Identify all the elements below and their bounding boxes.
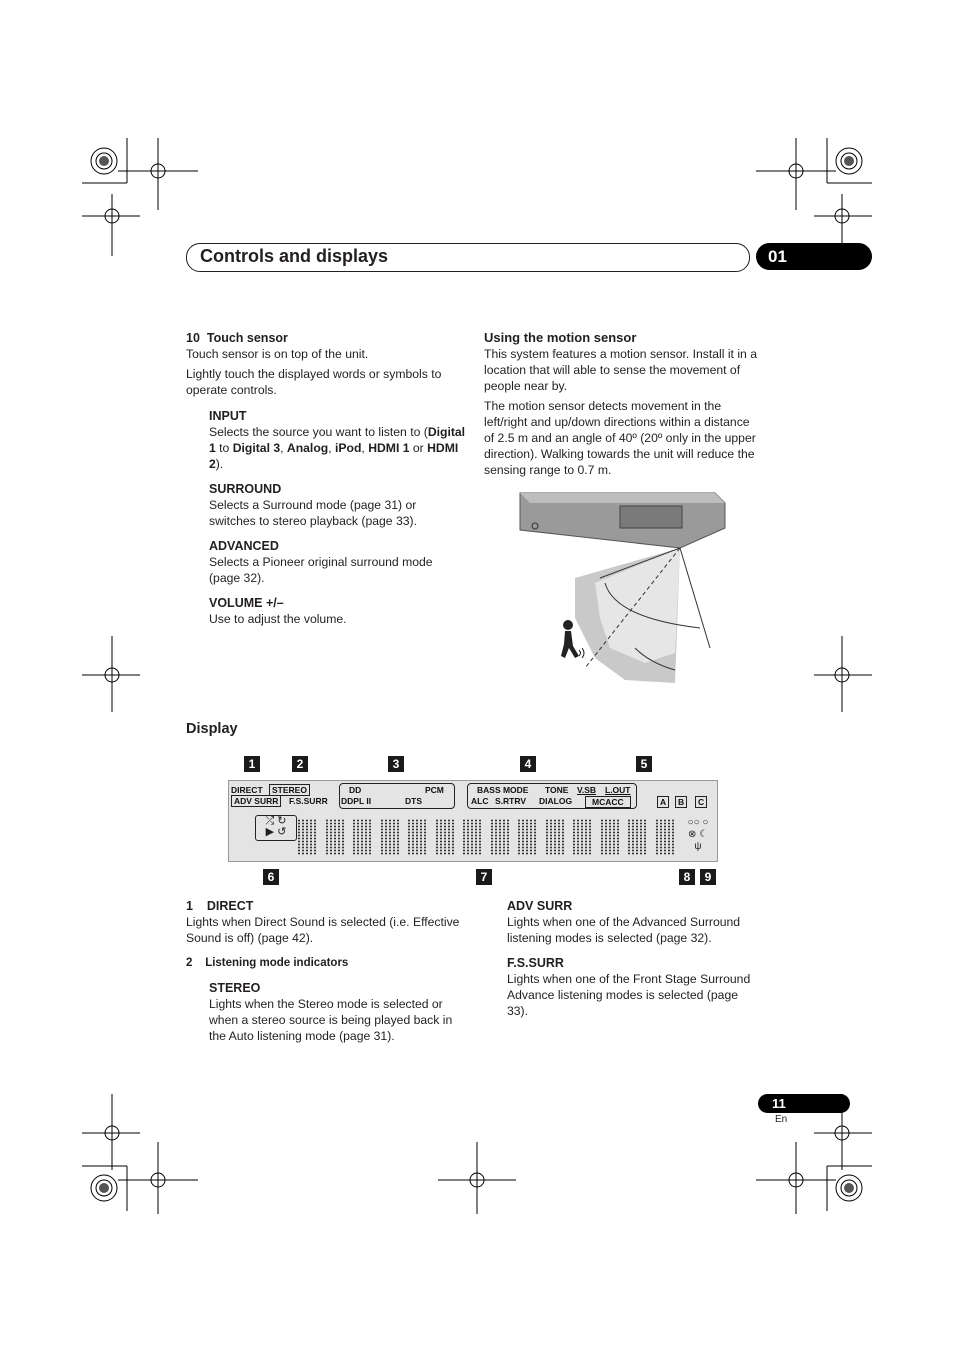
desc-1-title: DIRECT <box>206 899 254 913</box>
callout-8: 8 <box>679 869 695 885</box>
character-cell <box>517 819 537 855</box>
vsb-indicator: V.SB <box>577 785 597 795</box>
speaker-a-indicator: A <box>657 796 669 808</box>
item-10-text-2: Lightly touch the displayed words or symbols to operate controls. <box>186 367 442 397</box>
character-cell <box>600 819 620 855</box>
surround-text: Selects a Surround mode (page 31) or switches to stereo playback (page 33). <box>209 498 417 528</box>
chapter-badge: 01 <box>756 243 872 270</box>
pcm-indicator: PCM <box>425 785 444 795</box>
dd-indicator: DD <box>349 785 362 795</box>
motion-sensor-p2: The motion sensor detects movement in the left/right and up/down directions within a distance of 2.5 m and an angle of 40º (20º only in the upper direction). Walking towards the unit will reduce the sensing range to 0.7 m. <box>484 399 756 477</box>
item-10-title: Touch sensor <box>206 331 288 345</box>
callout-2: 2 <box>292 756 308 772</box>
character-cell <box>572 819 592 855</box>
callout-3: 3 <box>388 756 404 772</box>
tone-indicator: TONE <box>545 785 569 795</box>
volume-title: VOLUME +/– <box>209 596 284 610</box>
status-icons: ○○ ○ ⊗ ☾ ψ <box>687 817 709 852</box>
character-cell <box>325 819 345 855</box>
callout-5: 5 <box>636 756 652 772</box>
character-cell <box>655 819 675 855</box>
motion-sensor-p1: This system features a motion sensor. Install it in a location that will able to sense the movement of people near by. <box>484 347 757 393</box>
callout-7: 7 <box>476 869 492 885</box>
display-heading: Display <box>186 721 238 737</box>
s-rtrv-indicator: S.RTRV <box>495 796 527 806</box>
page-title: Controls and displays <box>200 246 389 266</box>
input-block <box>209 408 466 472</box>
character-cell <box>627 819 647 855</box>
character-cell <box>380 819 400 855</box>
volume-text: Use to adjust the volume. <box>209 612 347 626</box>
item-10-text-1: Touch sensor is on top of the unit. <box>186 347 369 361</box>
alc-indicator: ALC <box>471 796 489 806</box>
desc-1-text: Lights when Direct Sound is selected (i.e. Effective Sound is off) (page 42). <box>186 915 460 945</box>
fs-surr-desc-text: Lights when one of the Front Stage Surround Advance listening modes is selected (page 33). <box>507 972 751 1018</box>
desc-left <box>186 898 466 1044</box>
advanced-text: Selects a Pioneer original surround mode (page 32). <box>209 555 433 585</box>
bass-mode-indicator: BASS MODE <box>477 785 529 795</box>
advanced-title: ADVANCED <box>209 539 279 553</box>
advanced-block <box>209 538 466 586</box>
desc-1-number: 1 <box>186 899 193 913</box>
display-panel <box>228 780 718 862</box>
adv-surr-indicator: ADV SURR <box>231 795 281 807</box>
desc-right <box>507 898 759 1019</box>
motion-sensor-illustration <box>515 488 730 688</box>
callout-9: 9 <box>700 869 716 885</box>
item-10-heading <box>186 330 466 346</box>
dd-pl2-indicator: DDPL II <box>341 796 372 806</box>
stereo-desc-title: STEREO <box>209 981 261 995</box>
character-cell <box>297 819 317 855</box>
input-text: Selects the source you want to listen to (Digital 1 to Digital 3, Analog, iPod, HDMI 1 or HDMI 2). <box>209 425 466 471</box>
lout-indicator: L.OUT <box>605 785 631 795</box>
surround-block <box>209 481 466 529</box>
adv-surr-desc-title: ADV SURR <box>507 899 573 913</box>
item-10-number: 10 <box>186 331 200 345</box>
fs-surr-indicator: F.S.SURR <box>289 796 328 806</box>
character-cell <box>545 819 565 855</box>
speaker-b-indicator: B <box>675 796 687 808</box>
callout-1: 1 <box>244 756 260 772</box>
speaker-c-indicator: C <box>695 796 707 808</box>
adv-surr-desc-text: Lights when one of the Advanced Surround listening modes is selected (page 32). <box>507 915 741 945</box>
page-number: 11 <box>758 1094 850 1113</box>
character-cell <box>352 819 372 855</box>
direct-indicator: DIRECT <box>231 785 263 795</box>
desc-2-title: Listening mode indicators <box>205 957 349 969</box>
stereo-indicator: STEREO <box>269 784 310 796</box>
language-label: En <box>775 1114 788 1125</box>
callout-4: 4 <box>520 756 536 772</box>
motion-sensor-heading: Using the motion sensor <box>484 330 637 345</box>
dialog-indicator: DIALOG <box>539 796 573 806</box>
callout-6: 6 <box>263 869 279 885</box>
dts-indicator: DTS <box>405 796 422 806</box>
input-title: INPUT <box>209 409 247 423</box>
volume-block <box>209 595 466 627</box>
left-column <box>186 330 466 627</box>
surround-title: SURROUND <box>209 482 282 496</box>
stereo-desc-text: Lights when the Stereo mode is selected or when a stereo source is being played back in the Auto listening mode (page 31). <box>209 997 453 1043</box>
mcacc-indicator: MCACC <box>585 796 631 808</box>
character-display <box>297 819 681 857</box>
character-cell <box>462 819 482 855</box>
character-cell <box>435 819 455 855</box>
character-cell <box>490 819 510 855</box>
playback-mode-icons: ⤮ ↻ ▶ ↺ <box>255 815 297 841</box>
desc-2-number: 2 <box>186 957 193 969</box>
right-column <box>484 330 758 478</box>
character-cell <box>407 819 427 855</box>
fs-surr-desc-title: F.S.SURR <box>507 956 564 970</box>
